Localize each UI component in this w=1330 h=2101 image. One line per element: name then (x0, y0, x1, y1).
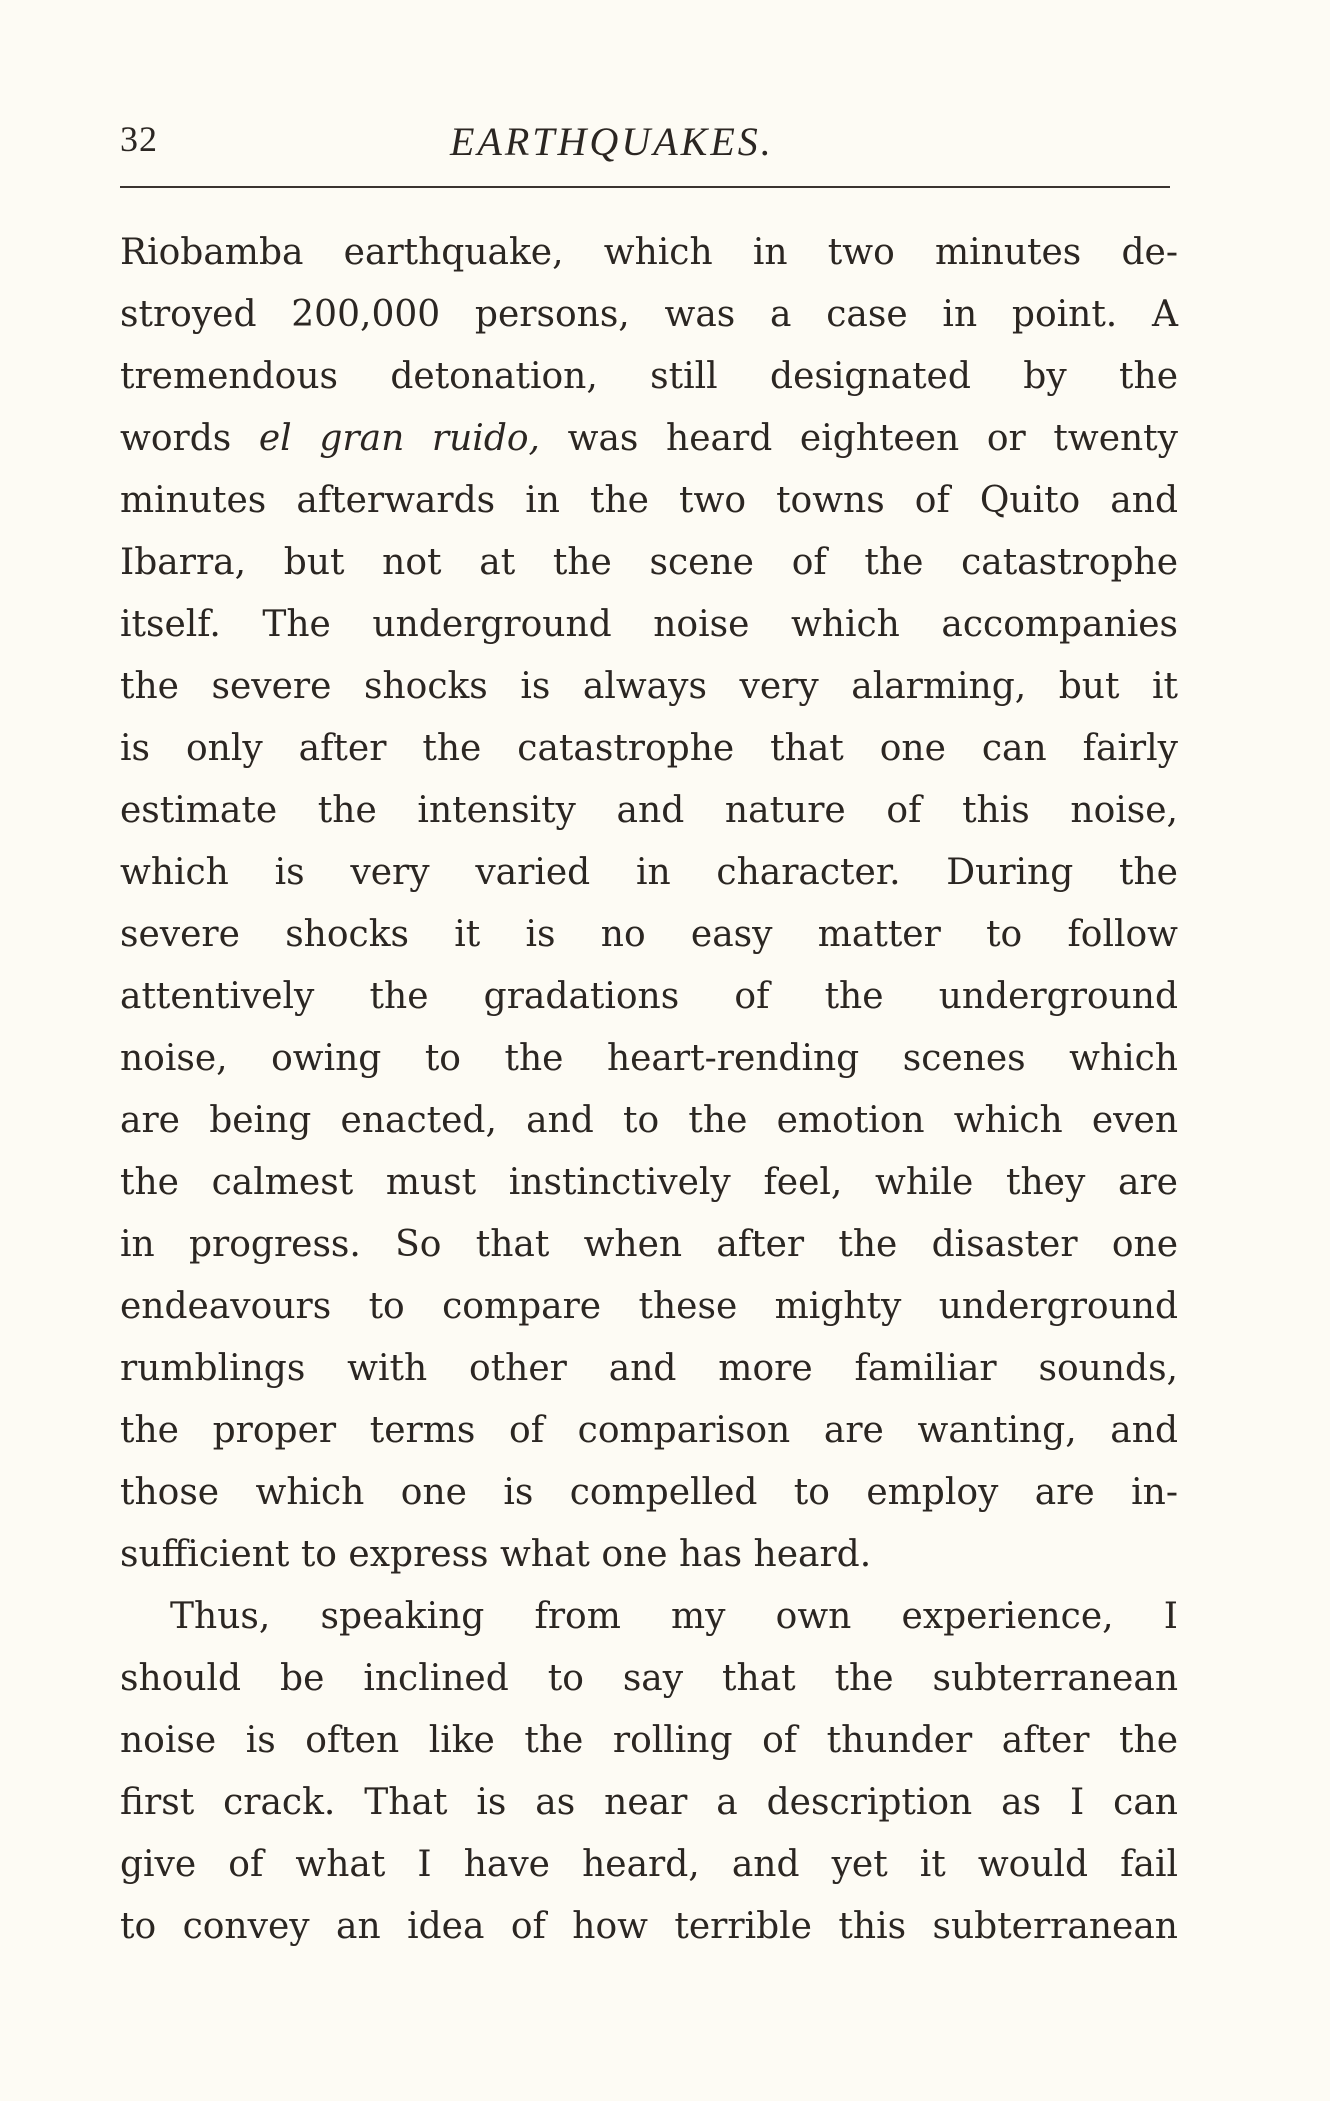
text-line: endeavours to compare these mighty underground (120, 1286, 1178, 1327)
text-line: Thus, speaking from my own experience, I (170, 1596, 1178, 1637)
text-line: are being enacted, and to the emotion which even (120, 1100, 1178, 1141)
text-line: minutes afterwards in the two towns of Quito and (120, 480, 1178, 521)
italic-phrase: el gran ruido, (258, 418, 540, 459)
text-line: the proper terms of comparison are wanting, and (120, 1410, 1178, 1451)
text-line: sufficient to express what one has heard. (120, 1534, 872, 1575)
text-line (120, 408, 1178, 470)
text-line: which is very varied in character. During the (120, 852, 1178, 893)
text-line: Riobamba earthquake, which in two minutes de- (120, 232, 1178, 273)
text-line: give of what I have heard, and yet it would fail (120, 1844, 1178, 1885)
text-segment: was heard eighteen or twenty (539, 418, 1178, 459)
text-line: first crack. That is as near a description as I can (120, 1782, 1178, 1823)
text-line: severe shocks it is no easy matter to follow (120, 914, 1178, 955)
text-line: in progress. So that when after the disaster one (120, 1224, 1178, 1265)
text-line: tremendous detonation, still designated by the (120, 356, 1178, 397)
text-line: to convey an idea of how terrible this subterranean (120, 1906, 1178, 1947)
page-number: 32 (120, 119, 158, 159)
text-segment: words (120, 418, 259, 459)
header-rule (120, 186, 1170, 188)
text-line: attentively the gradations of the underground (120, 976, 1178, 1017)
text-line: estimate the intensity and nature of this noise, (120, 790, 1178, 831)
text-line: itself. The underground noise which accompanies (120, 604, 1178, 645)
text-line: stroyed 200,000 persons, was a case in point. A (120, 294, 1178, 335)
text-line: the severe shocks is always very alarming, but it (120, 666, 1178, 707)
running-title: EARTHQUAKES. (450, 119, 774, 164)
running-head (120, 118, 1170, 168)
text-line: the calmest must instinctively feel, while they are (120, 1162, 1178, 1203)
text-line: Ibarra, but not at the scene of the catastrophe (120, 542, 1178, 583)
text-line: rumblings with other and more familiar sounds, (120, 1348, 1178, 1389)
text-line: those which one is compelled to employ are in- (120, 1472, 1178, 1513)
body-text (120, 222, 1178, 1958)
text-line: is only after the catastrophe that one can fairly (120, 728, 1178, 769)
text-line: noise is often like the rolling of thunder after the (120, 1720, 1178, 1761)
text-line: noise, owing to the heart-rending scenes which (120, 1038, 1178, 1079)
text-line: should be inclined to say that the subterranean (120, 1658, 1178, 1699)
